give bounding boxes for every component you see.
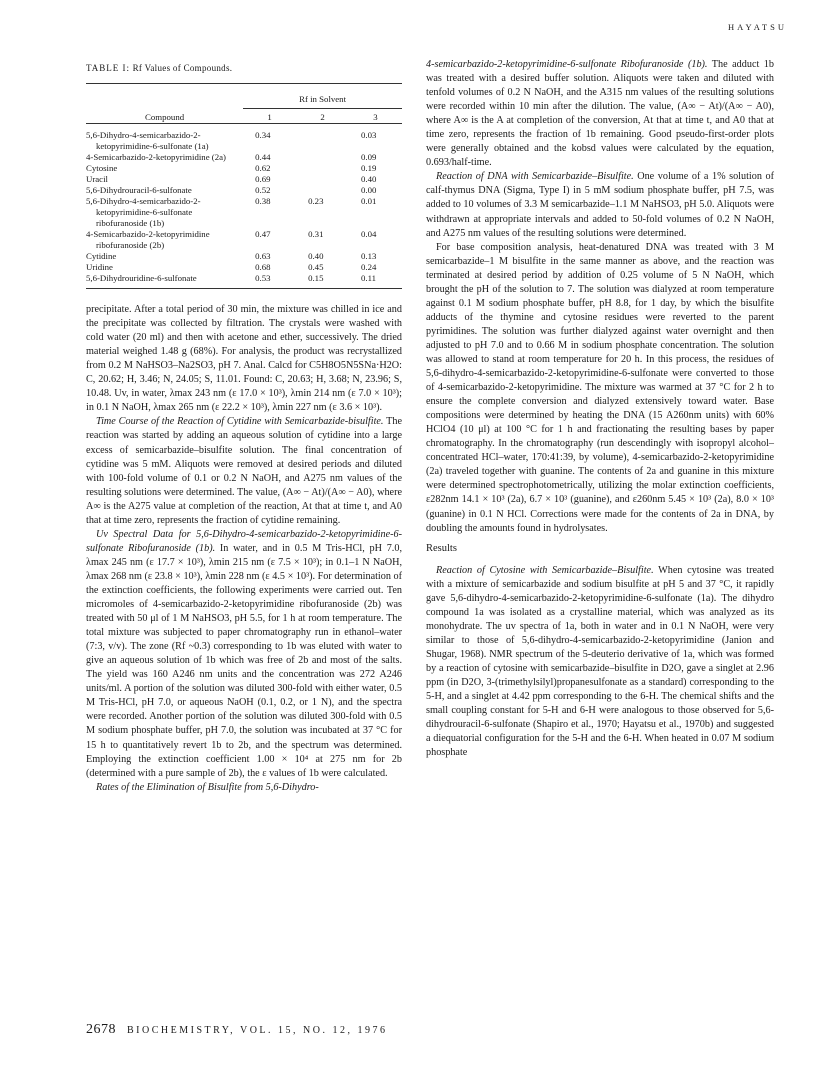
paragraph-title: Time Course of the Reaction of Cytidine with Semicarbazide-bisulfite.	[96, 416, 384, 428]
table-cell-v2	[296, 174, 349, 185]
table-cell-v3: 0.09	[361, 152, 377, 163]
col-header-2: 2	[296, 112, 349, 124]
table-cell-v2: 0.40	[308, 251, 324, 262]
journal-citation: BIOCHEMISTRY, VOL. 15, NO. 12, 1976	[127, 1025, 388, 1036]
table-cell-v1: 0.53	[243, 273, 296, 289]
right-column	[426, 58, 774, 760]
table-cell-v1: 0.38	[255, 196, 271, 207]
table-cell-compound: Cytosine	[86, 163, 118, 174]
table-row	[86, 185, 402, 196]
table-caption-label: TABLE I:	[86, 63, 131, 73]
table-cell-v1: 0.63	[255, 251, 271, 262]
paragraph-body: One volume of a 1% solution of calf-thymus DNA (Sigma, Type I) in 5 mM sodium phosphate buffer, pH 7.5, was added to 10 volumes of 3.3 M semicarbazide–1.1 M NaHSO3, pH 5.0. Aliquots were withdrawn at appropriate intervals and added to 50-fold volumes of 0.2 N NaOH, and A275 nm values of the resulting solutions were determined.	[426, 171, 774, 239]
table-cell-v2	[296, 152, 349, 163]
table-cell-v1: 0.44	[255, 152, 271, 163]
table-row	[86, 251, 402, 262]
table-cell-v2	[296, 124, 349, 153]
col-header-1: 1	[243, 112, 296, 124]
paragraph-body: When cytosine was treated with a mixture of semicarbazide and sodium bisulfite at pH 5 and 37 °C, it rapidly gave 5,6-dihydro-4-semicarbazido-2-ketopyrimidine-6-sulfonate (1a). The dihydro compound 1a was isolated as a crystalline material, which was analyzed as its monohydrate. The uv spectra of 1a, both in water and in 0.1 N NaOH, were very similar to those of 5,6-dihydro-4-semicarbazido-2-ketopyrimidine (Janion and Shugar, 1968). NMR spectrum of the 5-deuterio derivative of 1a, which was formed by a reaction of cytosine with semicarbazide–bisulfite in D2O, gave a singlet at 2.96 ppm (in D2O, 3-(trimethylsilyl)propanesulfonate as a standard) corresponding to the 5-H, and a singlet at 4.42 ppm corresponding to the 6-H. The chemical shifts and the small coupling constant for 5-H and 6-H were analogous to those observed for 5,6-dihydrouracil-6-sulfonate (Shapiro et al., 1970; Hayatsu et al., 1970b) and suggested a diequatorial configuration for the 5-H and the 6-H. When heated in 0.07 M sodium phosphate	[426, 564, 774, 759]
section-heading-results: Results	[426, 542, 457, 554]
paragraph-ribofuranoside	[426, 58, 774, 170]
table-cell-compound: Uridine	[86, 262, 113, 273]
running-head: HAYATSU	[728, 22, 787, 32]
col-header-compound: Compound	[86, 112, 243, 124]
table-cell-v1: 0.34	[255, 130, 271, 141]
table-cell-v3: 0.19	[361, 163, 377, 174]
paragraph-time-course	[86, 415, 402, 527]
table-cell-v1: 0.47	[255, 229, 271, 240]
left-column	[86, 58, 402, 795]
page-number: 2678	[86, 1022, 116, 1037]
table-row	[86, 229, 402, 251]
col-header-3: 3	[349, 112, 402, 124]
paragraph-title: Rates of the Elimination of Bisulfite from 5,6-Dihydro-	[96, 781, 319, 793]
table-row	[86, 152, 402, 163]
table-cell-v2	[296, 185, 349, 196]
paragraph-body: In water, and in 0.5 M Tris-HCl, pH 7.0, λmax 245 nm (ε 17.7 × 10³), λmin 215 nm (ε 7.5 × 10³); in 0.1–1 N NaOH, λmax 268 nm (ε 23.8 × 10³), λmin 228 nm (ε 4.5 × 10³). For determination of the extinction coefficients, the following experiments were carried out. Ten micromoles of 4-semicarbazido-2-ketopyrimidine ribofuranoside (2b) was treated with 50 μl of 1 M NaHSO3, pH 5.5, for 1 h at room temperature. The total mixture was subjected to paper chromatography run in ethanol–water (7:3, v/v). The zone (Rf ~0.3) corresponding to 1b was eluted with water to give an aqueous solution of 1b which was free of 2b and most of the salts. The yield was 160 A246 nm units and the concentration was 272 A246 units/ml. A portion of the solution was diluted 300-fold with either water, 0.5 M Tris-HCl, pH 7.0, or aqueous NaOH (0.1, 0.2, or 1 N), and the spectra were recorded. Another portion of the solution was diluted 300-fold with 0.5 M sodium phosphate buffer, pH 7.0, the solution was incubated at 37 °C for 15 h to quantitatively revert 1b to 2b, and the spectrum was determined. Employing the extinction coefficient 1.00 × 10⁴ at 275 nm for 2b (determined with a pure sample of 2b), the ε values of 1b were calculated.	[86, 542, 402, 779]
page-footer	[86, 1022, 387, 1038]
table-cell-v2: 0.45	[308, 262, 324, 273]
table-cell-compound: 5,6-Dihydro-4-semicarbazido-2-ketopyrimidine-6-sulfonate (1a)	[86, 130, 209, 152]
table-row	[86, 124, 402, 153]
paragraph-title: Reaction of DNA with Semicarbazide–Bisulfite.	[436, 171, 634, 183]
table-spanner: Rf in Solvent	[243, 84, 402, 113]
table-cell-compound: 4-Semicarbazido-2-ketopyrimidine ribofuranoside (2b)	[86, 229, 210, 251]
table-cell-compound: 4-Semicarbazido-2-ketopyrimidine (2a)	[86, 152, 226, 163]
table-row	[86, 196, 402, 229]
table-cell-compound: 5,6-Dihydrouridine-6-sulfonate	[86, 273, 243, 289]
paragraph-base-composition: For base composition analysis, heat-denatured DNA was treated with 3 M semicarbazide–1 M bisulfite in the same manner as above, and the reaction was terminated at desired period by addition of 0.25 volume of 5 N NaOH, which brought the pH of the solution to 7. The solution was dialyzed at room temperature against 0.1 M sodium phosphate buffer, pH 8.8, for 1 day, by which the bisulfite adducts of the thymine and cytosine residues were reverted to the parent pyrimidines. The solution was further dialyzed against water overnight and then adjusted to pH 7.0 and to 0.66 M in sodium phosphate concentration. The solution was allowed to stand at room temperature for 20 h. In this process, the residues of 5,6-dihydro-4-semicarbazido-2-ketopyrimidine-6-sulfonate were converted to those of 4-semicarbazido-2-ketopyrimidine. The mixture was warmed at 37 °C for 2 h to ensure the complete conversion and dialyzed extensively toward water. Base compositions were determined by heating the DNA (15 A260nm units) with 60% HClO4 (10 μl) at 100 °C for 1 h and fractionating the resulting bases by paper chromatography. In the chromatography (run descendingly with isopropyl alcohol–concentrated HCl–water, 170:41:39, by volume), 4-semicarbazido-2-ketopyrimidine (2a) traveled together with guanine. The contents of 2a and guanine in this mixture were determined spectrophotometrically, utilizing the molar extinction coefficients, ε282nm 14.1 × 10³ (2a), 6.7 × 10³ (guanine), and ε260nm 5.45 × 10³ (2a), 8.0 × 10³ (guanine) in 0.1 N HCl. Corrections were made for the contents of 2a in DNA, by doubling the amounts found in hydrolysates.	[426, 241, 774, 534]
paragraph-body: The reaction was started by adding an aqueous solution of cytidine into a large excess of semicarbazide–bisulfite solution. The final concentration of cytidine was 5 mM. Aliquots were removed at desired periods and diluted with 100-fold volume of 0.1 or 0.2 N NaOH, and A275 nm values of the resulting solutions were determined. The value, (A∞ − At)/(A∞ − A0), where A∞ is the A275 value at completion of the reaction, At that at time t, and A0 that at time zero, represents the fraction of cytidine remaining.	[86, 416, 403, 526]
table-cell-v3: 0.13	[361, 251, 377, 262]
table-row	[86, 262, 402, 273]
table-cell-v3: 0.04	[361, 229, 377, 240]
paragraph-body: The adduct 1b was treated with a desired buffer solution. Aliquots were taken and diluted with tenfold volumes of 0.2 N NaOH, and the A315 nm values of the resulting solutions were recorded within 10 min after the dilution. The value, (A∞ − At)/(A∞ − A0), where A∞ is the A at completion of the conversion, At that at time t, and A0 that at time zero, represents the fraction of 1b remaining. Good pseudo-first-order plots were generally obtained and the kobsd values were calculated by the equation, 0.693/half-time.	[426, 59, 774, 169]
table-cell-compound: 5,6-Dihydro-4-semicarbazido-2-ketopyrimidine-6-sulfonate ribofuranoside (1b)	[86, 196, 201, 229]
table-cell-v1: 0.68	[255, 262, 271, 273]
paragraph-uv-spectral	[86, 528, 402, 781]
table-row	[86, 174, 402, 185]
table-cell-v2: 0.31	[308, 229, 324, 240]
paragraph-dna-reaction	[426, 170, 774, 240]
paragraph-rates	[86, 781, 402, 795]
paragraph-title: 4-semicarbazido-2-ketopyrimidine-6-sulfonate Ribofuranoside (1b).	[426, 59, 708, 70]
table-cell-compound: Cytidine	[86, 251, 117, 262]
table-cell-v2: 0.23	[308, 196, 324, 207]
table-cell-v1: 0.69	[255, 174, 271, 185]
table-cell-compound: 5,6-Dihydrouracil-6-sulfonate	[86, 185, 192, 196]
table-cell-v2	[296, 163, 349, 174]
rf-values-table	[86, 83, 402, 289]
table-cell-v3: 0.01	[361, 196, 377, 207]
table-cell-v2: 0.15	[296, 273, 349, 289]
table-caption	[86, 61, 402, 75]
table-cell-v3: 0.03	[361, 130, 377, 141]
table-cell-v1: 0.62	[255, 163, 271, 174]
table-caption-text: Rf Values of Compounds.	[132, 63, 233, 73]
table-cell-compound: Uracil	[86, 174, 108, 185]
paragraph-precipitate: precipitate. After a total period of 30 min, the mixture was chilled in ice and the precipitate was collected by filtration. The crystals were washed with cold water (20 ml) and then with acetone and ether, successively. The dried material weighed 1.48 g (68%). For analysis, the product was recrystallized from 0.2 M NaHSO3–Na2SO3, pH 7. Anal. Calcd for C5H8O5N5SNa·H2O: C, 20.62; H, 3.46; N, 24.05; S, 11.01. Found: C, 20.63; H, 3.68; N, 23.96; S, 10.48. Uv, in water, λmax 243 nm (ε 17.0 × 10³), λmin 214 nm (ε 7.0 × 10³); in 0.1 N NaOH, λmax 265 nm (ε 22.2 × 10³), λmin 227 nm (ε 3.6 × 10³).	[86, 304, 402, 414]
table-row	[86, 163, 402, 174]
paragraph-title: Uv Spectral Data for 5,6-Dihydro-4-semicarbazido-2-ketopyrimidine-6-sulfonate Ribofuranoside (1b).	[86, 528, 402, 554]
table-cell-v3: 0.40	[361, 174, 377, 185]
paragraph-title: Reaction of Cytosine with Semicarbazide–Bisulfite.	[436, 564, 654, 576]
table-cell-v3: 0.00	[361, 185, 377, 196]
table-cell-v3: 0.24	[361, 262, 377, 273]
table-row	[86, 273, 402, 289]
table-cell-v3: 0.11	[349, 273, 402, 289]
paragraph-cytosine-reaction	[426, 564, 774, 761]
table-cell-v1: 0.52	[255, 185, 271, 196]
